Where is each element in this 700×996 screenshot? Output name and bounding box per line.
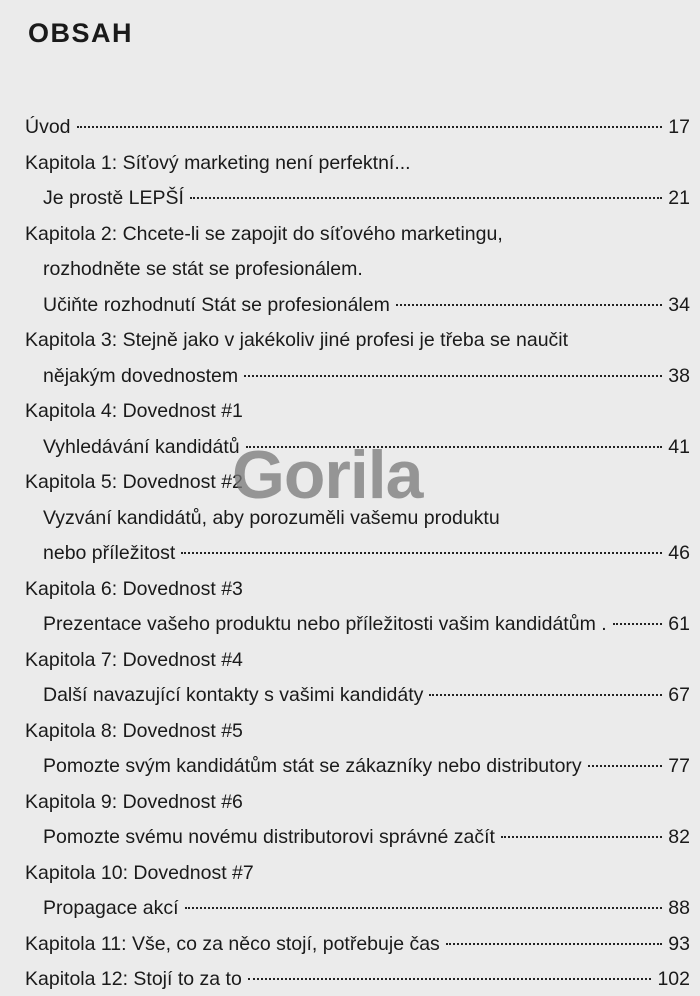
toc-entry-line: [43, 181, 690, 215]
toc-entry-heading: [25, 323, 568, 357]
toc-entry-text: Je prostě LEPŠÍ: [43, 187, 184, 209]
dot-leader: [181, 551, 662, 554]
toc-entry-heading: [25, 217, 503, 251]
toc-entry-text: Kapitola 5: Dovednost #2: [25, 471, 243, 493]
toc-entry-line: [43, 288, 690, 322]
toc-entry-heading: [25, 856, 254, 890]
toc-entry-heading: [25, 146, 411, 180]
watermark-logo: Gorila: [232, 437, 423, 513]
toc-entry-text: Kapitola 3: Stejně jako v jakékoliv jiné profesi je třeba se naučit: [25, 329, 569, 351]
dot-leader: [244, 374, 662, 377]
toc-entry-heading: [25, 572, 243, 606]
toc-page-number: 21: [668, 187, 690, 209]
toc-entry-text: Kapitola 2: Chcete-li se zapojit do síťového marketingu,: [25, 222, 503, 245]
toc-entry-heading: [25, 394, 243, 428]
toc-entry-line: [43, 678, 690, 712]
toc-entry-text: nebo příležitost: [43, 542, 176, 564]
dot-leader: [396, 303, 662, 306]
toc-page-number: 67: [668, 684, 690, 706]
toc-entry-text: Prezentace vašeho produktu nebo příležitosti vašim kandidátům .: [43, 613, 607, 635]
toc-entry-line: [43, 749, 690, 783]
toc-entry-heading: [25, 785, 243, 819]
toc-entry-line: [43, 359, 690, 393]
dot-leader: [446, 942, 662, 945]
page-title: OBSAH: [28, 18, 134, 48]
toc-entry-heading: [25, 643, 243, 677]
toc-page-number: 93: [668, 932, 690, 955]
toc-entry-line: [25, 962, 690, 996]
toc-entry-heading: [43, 252, 363, 286]
toc-page-number: 88: [668, 897, 690, 919]
dot-leader: [429, 693, 662, 696]
toc-page-number: 41: [668, 435, 690, 458]
toc-page-number: 82: [668, 826, 690, 848]
toc-entry-heading: [25, 465, 243, 499]
toc-entry-line: [43, 536, 690, 570]
toc-page-number: 61: [668, 613, 690, 635]
toc-entry-text: Kapitola 1: Síťový marketing není perfektní...: [25, 151, 411, 174]
toc-page-number: 34: [668, 293, 690, 316]
toc-entry-text: Kapitola 7: Dovednost #4: [25, 648, 243, 671]
toc-entry-text: Učiňte rozhodnutí Stát se profesionálem: [43, 293, 390, 316]
dot-leader: [77, 125, 662, 128]
dot-leader: [248, 977, 652, 980]
toc-entry-line: [43, 820, 690, 854]
toc-entry-text: Vyhledávání kandidátů: [43, 435, 240, 458]
toc-entry-line: [43, 607, 690, 641]
dot-leader: [501, 835, 662, 838]
toc-entry-text: Kapitola 6: Dovednost #3: [25, 577, 243, 600]
toc-entry-text: Propagace akcí: [43, 897, 179, 919]
dot-leader: [185, 906, 662, 909]
dot-leader: [190, 196, 662, 199]
toc-entry-line: [25, 110, 690, 144]
toc-entry-text: Kapitola 4: Dovednost #1: [25, 400, 243, 422]
toc-entry-text: Kapitola 11: Vše, co za něco stojí, potřebuje čas: [25, 932, 440, 955]
toc-page-number: 38: [668, 364, 690, 387]
toc-entry-line: [43, 891, 690, 925]
toc-entry-text: Úvod: [25, 116, 71, 138]
dot-leader: [613, 622, 662, 625]
toc-entry-text: Vyzvání kandidátů, aby porozuměli vašemu produktu: [43, 506, 500, 529]
toc-entry-line: [25, 927, 690, 961]
toc-page-number: 46: [668, 542, 690, 564]
dot-leader: [588, 764, 662, 767]
toc-entry-text: Kapitola 8: Dovednost #5: [25, 719, 243, 742]
toc-entry-text: Kapitola 10: Dovednost #7: [25, 861, 254, 884]
toc-entry-text: rozhodněte se stát se profesionálem.: [43, 258, 363, 280]
toc-entry-text: Další navazující kontakty s vašimi kandidáty: [43, 684, 424, 706]
toc-entry-text: Kapitola 9: Dovednost #6: [25, 790, 243, 813]
toc-page-number: 77: [668, 755, 690, 777]
toc-entry-text: Pomozte svým kandidátům stát se zákazníky nebo distributory: [43, 755, 582, 777]
toc-entry-text: nějakým dovednostem: [43, 364, 239, 387]
toc-entry-text: Pomozte svému novému distributorovi správné začít: [43, 826, 495, 848]
toc-entry-heading: [25, 714, 243, 748]
toc-page-number: 17: [668, 116, 690, 138]
toc-page-number: 102: [657, 968, 690, 990]
toc-entry-text: Kapitola 12: Stojí to za to: [25, 968, 242, 990]
